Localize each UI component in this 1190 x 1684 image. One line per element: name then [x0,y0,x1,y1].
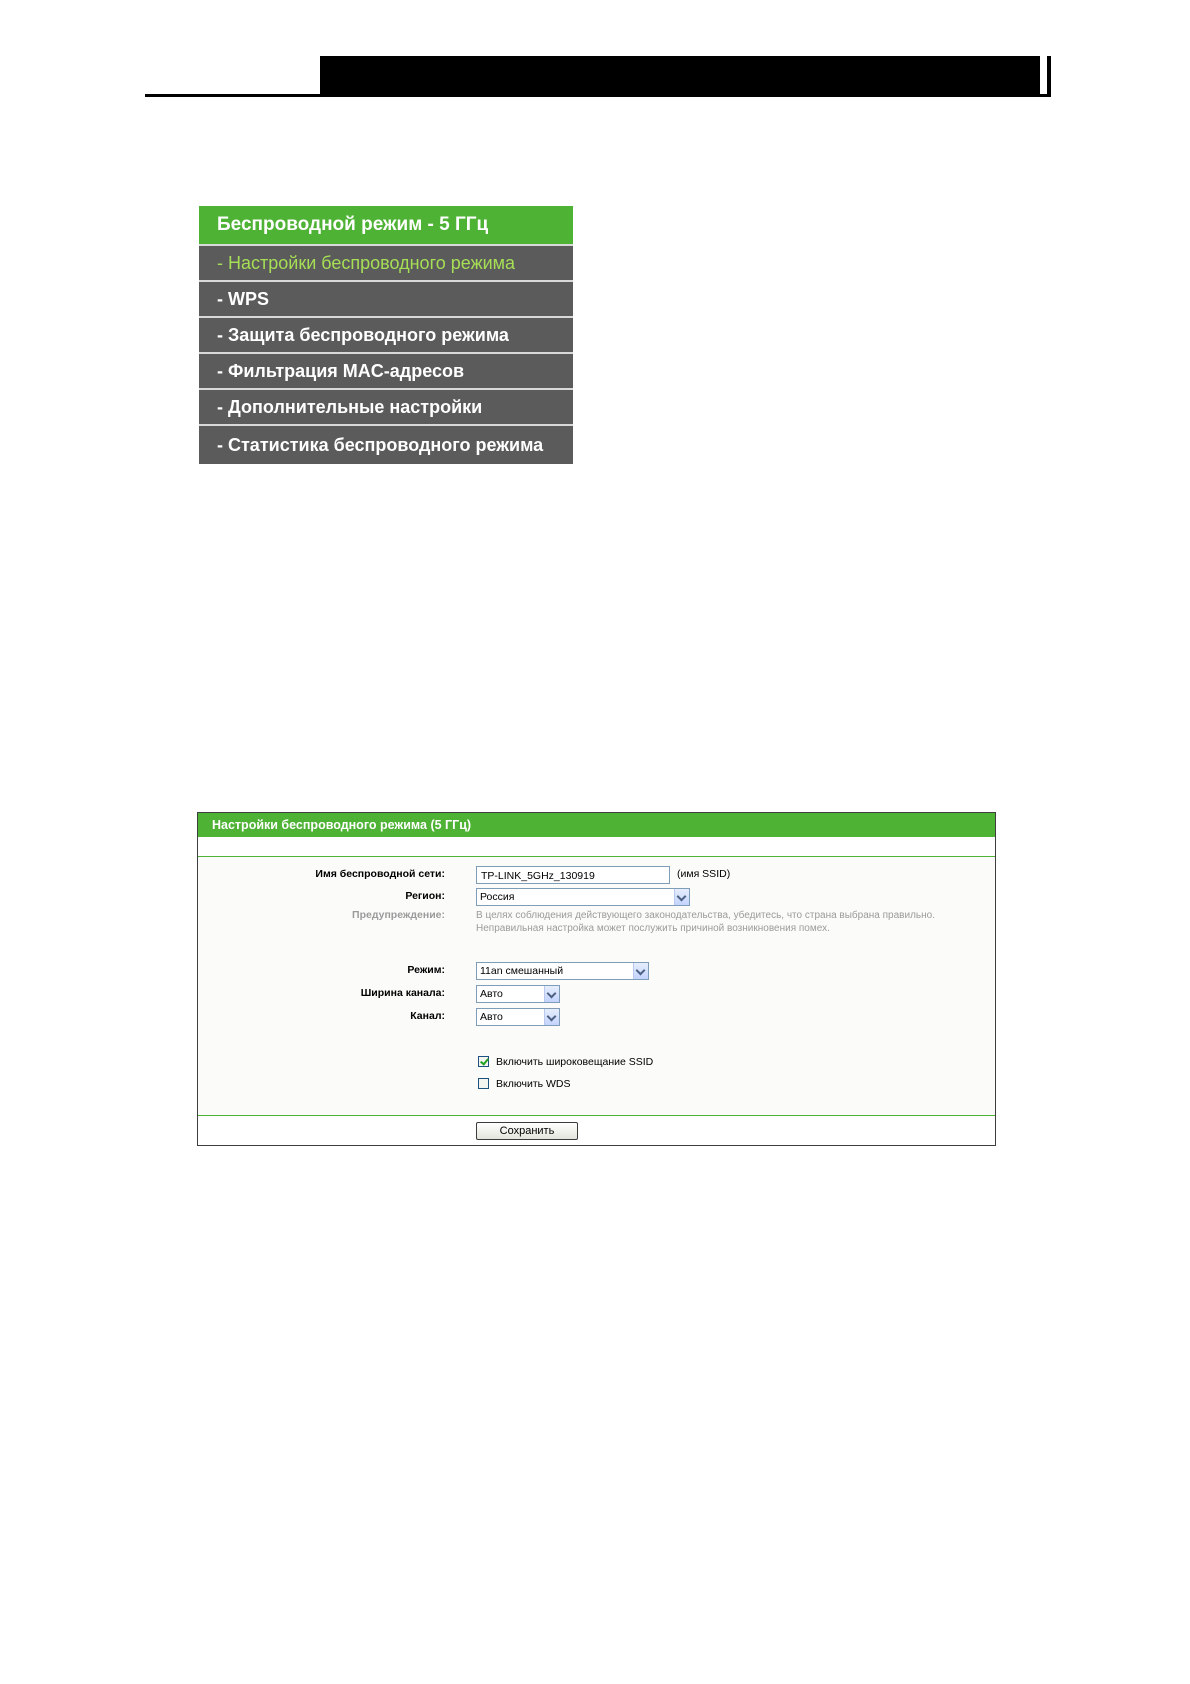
region-select[interactable] [476,888,690,906]
header-bar [320,56,1040,97]
panel-body [198,856,995,1116]
page-header [145,56,1051,98]
wireless-5ghz-menu [199,206,573,464]
menu-item-wireless-settings[interactable]: - Настройки беспроводного режима [199,246,573,282]
chevron-down-icon[interactable] [633,963,648,979]
channel-select[interactable] [476,1008,560,1026]
panel-footer [198,1116,995,1145]
warning-line-2: Неправильная настройка может послужить причиной возникновения помех. [476,923,830,934]
channel-label: Канал: [410,1010,445,1022]
ssid-broadcast-label: Включить широковещание SSID [496,1056,654,1068]
menu-item-wireless-security[interactable]: - Защита беспроводного режима [199,318,573,354]
chevron-down-icon[interactable] [544,1009,559,1025]
mode-select[interactable] [476,962,649,980]
chevron-down-icon[interactable] [674,889,689,905]
channel-width-select[interactable] [476,985,560,1003]
menu-item-wps[interactable]: - WPS [199,282,573,318]
chevron-down-icon[interactable] [544,986,559,1002]
menu-title[interactable]: Беспроводной режим - 5 ГГц [199,206,573,246]
warning-text [476,909,976,935]
ssid-label: Имя беспроводной сети: [315,868,445,880]
channel-width-select-value: Авто [480,988,503,1000]
warning-line-1: В целях соблюдения действующего законодательства, убедитесь, что страна выбрана правильно. [476,910,935,921]
channel-width-label: Ширина канала: [360,987,445,999]
header-end-tick [1047,56,1051,97]
mode-select-value: 11an смешанный [480,965,564,977]
menu-item-wireless-statistics[interactable]: - Статистика беспроводного режима [199,426,573,464]
mode-label: Режим: [407,964,445,976]
header-gap [1040,56,1047,94]
ssid-input[interactable]: TP-LINK_5GHz_130919 [476,866,670,884]
panel-title: Настройки беспроводного режима (5 ГГц) [198,813,995,837]
warning-label: Предупреждение: [352,909,445,921]
wds-checkbox[interactable] [478,1078,489,1089]
wds-label: Включить WDS [496,1078,571,1090]
save-button[interactable]: Сохранить [476,1122,578,1140]
channel-select-value: Авто [480,1011,503,1023]
ssid-broadcast-checkbox[interactable] [478,1056,489,1067]
region-label: Регион: [405,890,445,902]
region-select-value: Россия [480,891,515,903]
menu-item-advanced-settings[interactable]: - Дополнительные настройки [199,390,573,426]
wireless-settings-panel [197,812,996,1146]
ssid-hint: (имя SSID) [677,868,731,880]
menu-item-mac-filtering[interactable]: - Фильтрация MAC-адресов [199,354,573,390]
